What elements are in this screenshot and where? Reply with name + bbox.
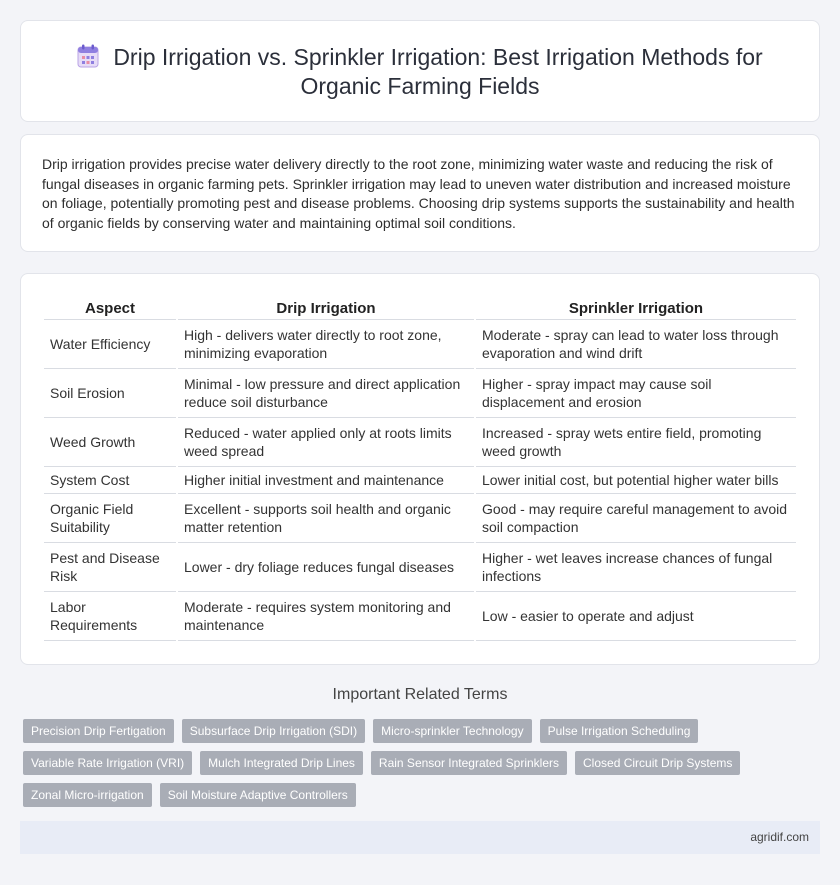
header-aspect: Aspect bbox=[44, 296, 176, 320]
cell-aspect: Water Efficiency bbox=[44, 320, 176, 369]
footer-site-link[interactable]: agridif.com bbox=[750, 830, 809, 844]
related-term-tag[interactable]: Rain Sensor Integrated Sprinklers bbox=[371, 751, 567, 775]
cell-drip: Reduced - water applied only at roots limits weed spread bbox=[178, 418, 474, 467]
cell-drip: Minimal - low pressure and direct application reduce soil disturbance bbox=[178, 369, 474, 418]
comparison-table bbox=[42, 296, 798, 641]
page-title bbox=[61, 43, 779, 101]
cell-sprinkler: Increased - spray wets entire field, promoting weed growth bbox=[476, 418, 796, 467]
related-term-tag[interactable]: Pulse Irrigation Scheduling bbox=[540, 719, 699, 743]
related-term-tag[interactable]: Precision Drip Fertigation bbox=[23, 719, 174, 743]
related-terms-list bbox=[23, 719, 823, 807]
cell-drip: Moderate - requires system monitoring and maintenance bbox=[178, 592, 474, 641]
cell-sprinkler: Higher - spray impact may cause soil displacement and erosion bbox=[476, 369, 796, 418]
table-row bbox=[44, 494, 796, 543]
page-title-text: Drip Irrigation vs. Sprinkler Irrigation: Best Irrigation Methods for Organic Farming Fields bbox=[113, 44, 763, 99]
related-term-tag[interactable]: Micro-sprinkler Technology bbox=[373, 719, 532, 743]
related-terms-title: Important Related Terms bbox=[332, 686, 508, 703]
cell-sprinkler: Higher - wet leaves increase chances of fungal infections bbox=[476, 543, 796, 592]
related-term-tag[interactable]: Closed Circuit Drip Systems bbox=[575, 751, 740, 775]
cell-sprinkler: Moderate - spray can lead to water loss through evaporation and wind drift bbox=[476, 320, 796, 369]
document-grid-icon bbox=[77, 44, 99, 68]
cell-aspect: Organic Field Suitability bbox=[44, 494, 176, 543]
footer-bar bbox=[20, 821, 820, 854]
cell-drip: Higher initial investment and maintenance bbox=[178, 467, 474, 494]
comparison-card bbox=[20, 273, 820, 665]
cell-sprinkler: Lower initial cost, but potential higher water bills bbox=[476, 467, 796, 494]
header-drip: Drip Irrigation bbox=[178, 296, 474, 320]
cell-sprinkler: Good - may require careful management to avoid soil compaction bbox=[476, 494, 796, 543]
cell-aspect: Soil Erosion bbox=[44, 369, 176, 418]
cell-aspect: Labor Requirements bbox=[44, 592, 176, 641]
cell-drip: Lower - dry foliage reduces fungal diseases bbox=[178, 543, 474, 592]
table-row bbox=[44, 320, 796, 369]
table-row bbox=[44, 369, 796, 418]
header-sprinkler: Sprinkler Irrigation bbox=[476, 296, 796, 320]
table-row bbox=[44, 592, 796, 641]
related-term-tag[interactable]: Soil Moisture Adaptive Controllers bbox=[160, 783, 356, 807]
summary-paragraph: Drip irrigation provides precise water delivery directly to the root zone, minimizing water waste and reducing the risk of fungal diseases in organic farming pets. Sprinkler irrigation may lead to uneven water distribution and increased moisture on foliage, potentially promoting pest and disease problems. Choosing drip systems supports the sustainability and health of organic fields by conserving water and maintaining optimal soil conditions. bbox=[42, 156, 795, 231]
table-row bbox=[44, 543, 796, 592]
related-term-tag[interactable]: Mulch Integrated Drip Lines bbox=[200, 751, 363, 775]
summary-card bbox=[20, 134, 820, 252]
related-term-tag[interactable]: Subsurface Drip Irrigation (SDI) bbox=[182, 719, 365, 743]
cell-sprinkler: Low - easier to operate and adjust bbox=[476, 592, 796, 641]
cell-drip: Excellent - supports soil health and organic matter retention bbox=[178, 494, 474, 543]
table-row bbox=[44, 418, 796, 467]
related-term-tag[interactable]: Variable Rate Irrigation (VRI) bbox=[23, 751, 192, 775]
title-card bbox=[20, 20, 820, 122]
table-header-row bbox=[44, 296, 796, 320]
cell-aspect: Pest and Disease Risk bbox=[44, 543, 176, 592]
table-row bbox=[44, 467, 796, 494]
cell-aspect: Weed Growth bbox=[44, 418, 176, 467]
cell-drip: High - delivers water directly to root zone, minimizing evaporation bbox=[178, 320, 474, 369]
cell-aspect: System Cost bbox=[44, 467, 176, 494]
related-term-tag[interactable]: Zonal Micro-irrigation bbox=[23, 783, 152, 807]
